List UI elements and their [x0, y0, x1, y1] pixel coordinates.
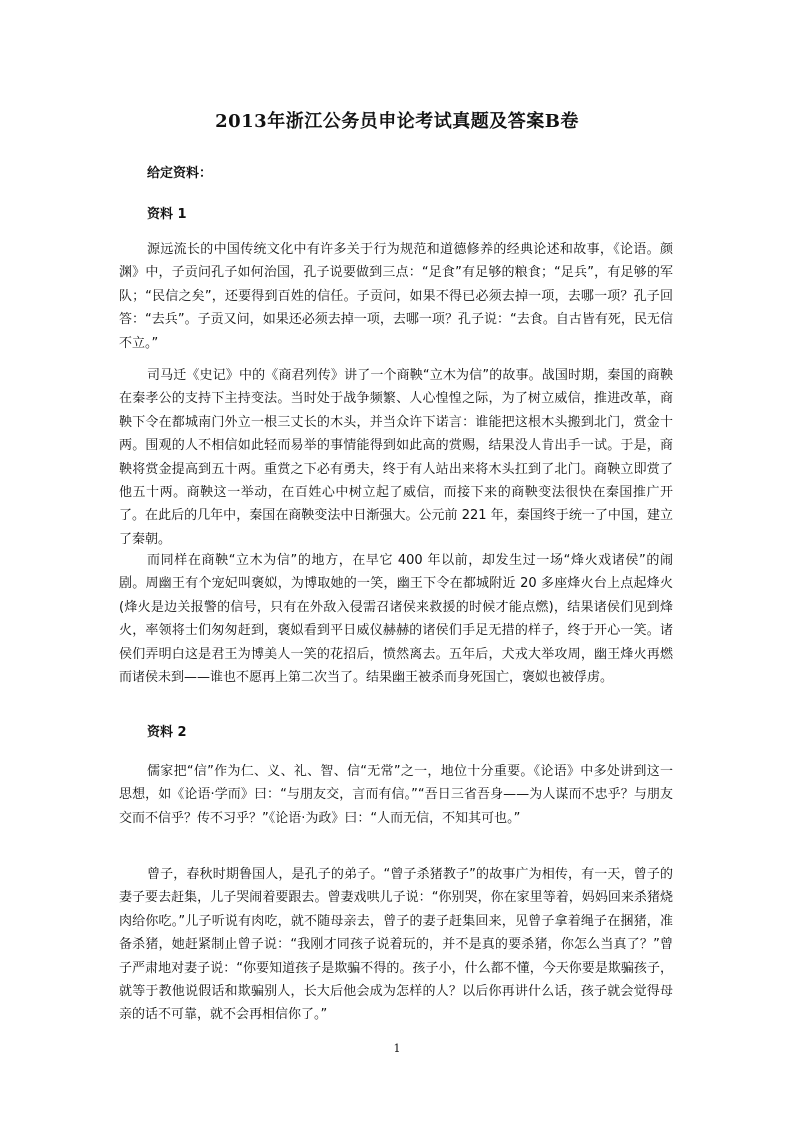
paragraph-4: 儒家把“信”作为仁、义、礼、智、信“无常”之一，地位十分重要。《论语》中多处讲到这一思想，如《论语·学而》曰：“与朋友交，言而有信。”“吾日三省吾身——为人谋而不忠乎？与朋友交而不信乎？传不习乎？”《论语·为政》曰：“人而无信，不知其可也。”	[119, 764, 673, 826]
document-title: 2013年浙江公务员申论考试真题及答案B卷	[215, 111, 579, 132]
material-1-heading: 资料 1	[147, 207, 187, 222]
page-number: 1	[393, 1042, 401, 1055]
paragraph-3: 而同样在商鞅“立木为信”的地方，在早它 400 年以前，却发生过一场“烽火戏诸侯”的闹剧。周幽王有个宠妃叫褒姒，为博取她的一笑，幽王下令在都城附近 20 多座烽火台上点起烽火(烽火是边关报警的信号，只有在外敌入侵需召诸侯来救援的时候才能点燃)，结果诸侯们见到烽火，率领将士们匆匆赶到，褒姒看到平日威仪赫赫的诸侯们手足无措的样子，终于开心一笑。诸侯们弄明白这是君王为博美人一笑的花招后，愤然离去。五年后，犬戎大举攻周，幽王烽火再燃而诸侯未到——谁也不愿再上第二次当了。结果幽王被杀而身死国亡，褒姒也被俘虏。	[119, 553, 673, 686]
material-2-heading: 资料 2	[147, 725, 187, 740]
paragraph-1: 源远流长的中国传统文化中有许多关于行为规范和道德修养的经典论述和故事，《论语。颜渊》中，子贡问孔子如何治国，孔子说要做到三点：“足食”有足够的粮食；“足兵”，有足够的军队；“民信之矣”，还要得到百姓的信任。子贡问，如果不得已必须去掉一项，去哪一项？孔子回答：“去兵”。子贡又问，如果还必须去掉一项，去哪一项？孔子说：“去食。自古皆有死，民无信不立。”	[119, 242, 673, 351]
paragraph-2: 司马迁《史记》中的《商君列传》讲了一个商鞅“立木为信”的故事。战国时期，秦国的商鞅在秦孝公的支持下主持变法。当时处于战争频繁、人心惶惶之际，为了树立威信，推进改革，商鞅下令在都城南门外立一根三丈长的木头，并当众许下诺言：谁能把这根木头搬到北门，赏金十两。围观的人不相信如此轻而易举的事情能得到如此高的赏赐，结果没人肯出手一试。于是，商鞅将赏金提高到五十两。重赏之下必有勇夫，终于有人站出来将木头扛到了北门。商鞅立即赏了他五十两。商鞅这一举动，在百姓心中树立起了威信，而接下来的商鞅变法很快在秦国推广开了。在此后的几年中，秦国在商鞅变法中日渐强大。公元前 221 年，秦国终于统一了中国，建立了秦朝。	[119, 368, 673, 547]
given-materials-heading: 给定资料：	[147, 166, 213, 181]
paragraph-5: 曾子，春秋时期鲁国人，是孔子的弟子。“曾子杀猪教子”的故事广为相传，有一天，曾子的妻子要去赶集，儿子哭闹着要跟去。曾妻戏哄儿子说：“你别哭，你在家里等着，妈妈回来杀猪烧肉给你吃。”儿子听说有肉吃，就不随母亲去，曾子的妻子赶集回来，见曾子拿着绳子在捆猪，准备杀猪，她赶紧制止曾子说：“我刚才同孩子说着玩的，并不是真的要杀猪，你怎么当真了？”曾子严肃地对妻子说：“你要知道孩子是欺骗不得的。孩子小，什么都不懂，今天你要是欺骗孩子，就等于教他说假话和欺骗别人，长大后他会成为怎样的人？以后你再讲什么话，孩子就会觉得母亲的话不可靠，就不会再相信你了。”	[119, 867, 673, 1023]
